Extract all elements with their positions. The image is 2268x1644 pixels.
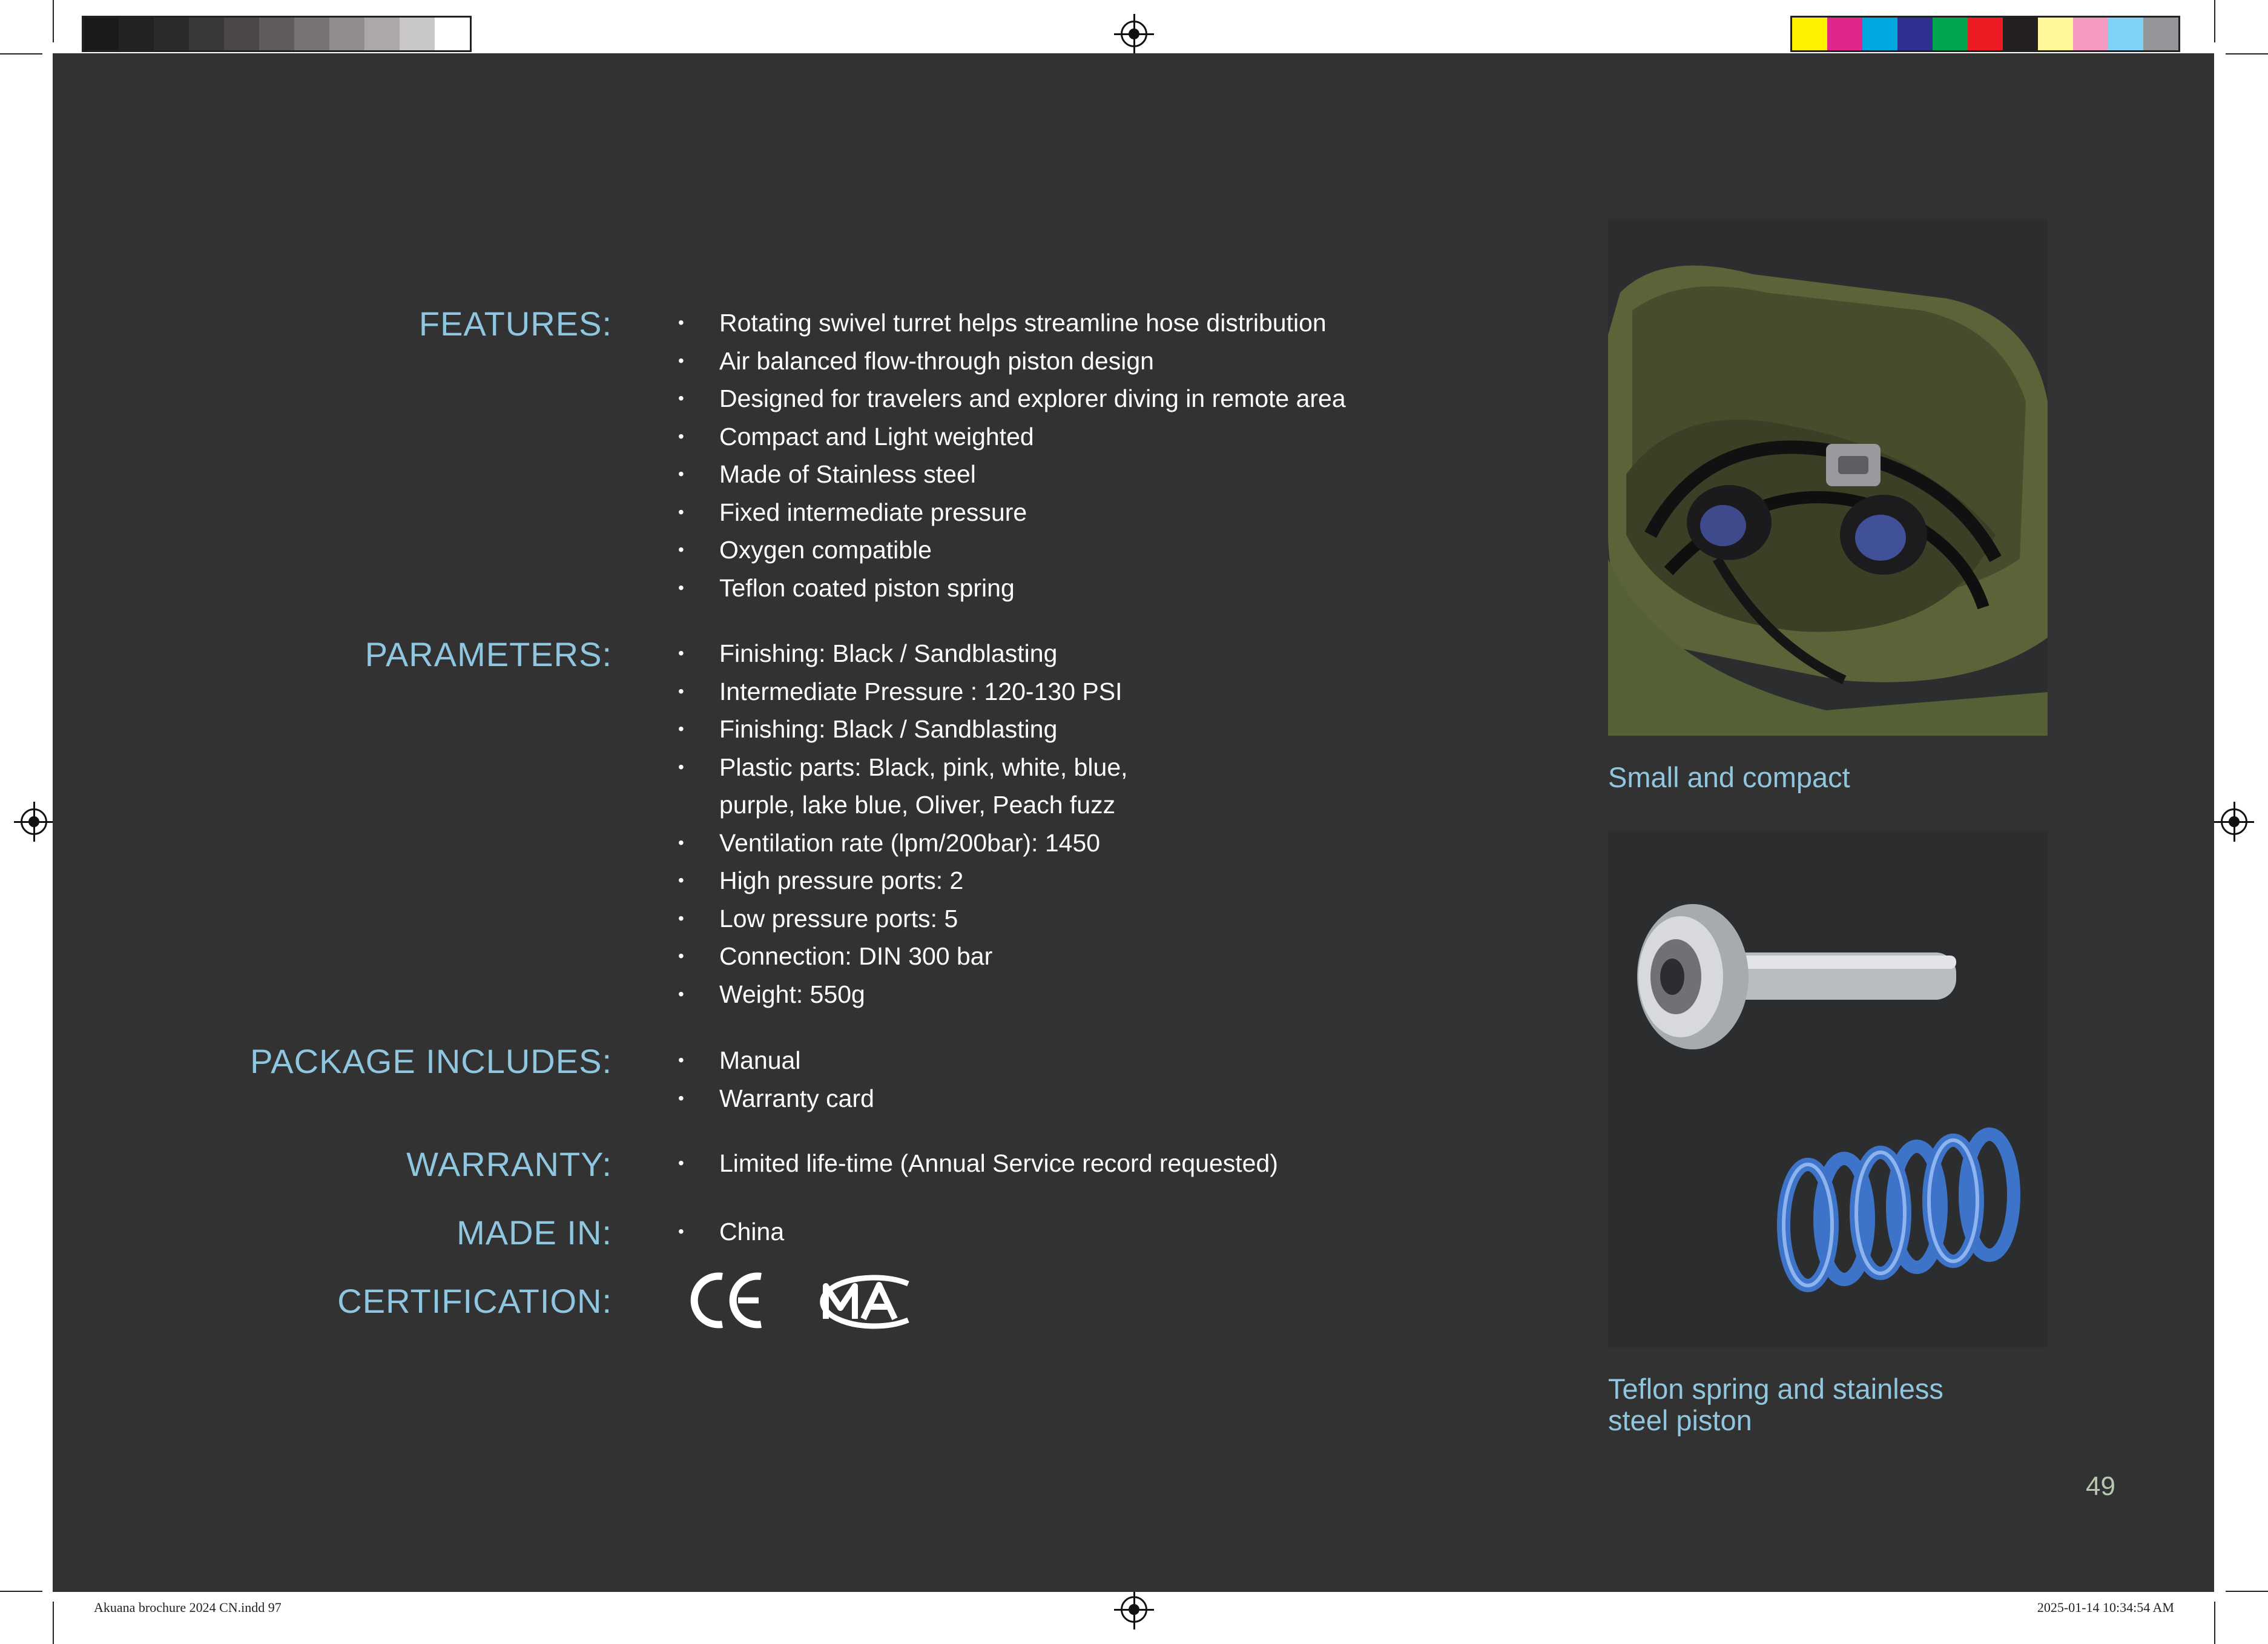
color-swatch (1792, 18, 1827, 50)
list-item: • Teflon coated piston spring (678, 569, 1346, 607)
photo-caption: Small and compact (1608, 761, 1850, 793)
list-item: • Fixed intermediate pressure (678, 494, 1346, 532)
package-list (678, 1042, 874, 1117)
color-swatch (2143, 18, 2178, 50)
crop-mark (53, 1602, 54, 1644)
list-item: • Oxygen compatible (678, 531, 1346, 569)
color-swatch (364, 18, 400, 50)
warranty-list (678, 1144, 1278, 1183)
certification-heading: CERTIFICATION: (337, 1282, 612, 1320)
registration-mark-icon (21, 808, 47, 835)
color-swatch (1827, 18, 1862, 50)
crop-mark (2226, 1591, 2268, 1592)
crop-mark (2226, 53, 2268, 54)
list-item: • High pressure ports: 2 (678, 862, 1128, 900)
color-swatch (2073, 18, 2108, 50)
list-item: • Made of Stainless steel (678, 455, 1346, 494)
list-item: • Intermediate Pressure : 120-130 PSI (678, 673, 1128, 711)
regulator-bag-photo (1608, 220, 2048, 736)
parameters-heading: PARAMETERS: (364, 635, 612, 673)
crop-mark (2214, 0, 2215, 42)
list-item (678, 748, 1128, 824)
color-swatch (1968, 18, 2003, 50)
crop-mark (0, 53, 42, 54)
registration-mark-icon (1121, 21, 1147, 47)
color-bar-right (1790, 16, 2180, 52)
list-item: • China (678, 1213, 784, 1251)
list-item: • Weight: 550g (678, 976, 1128, 1014)
photo-caption-line: steel piston (1608, 1404, 1752, 1436)
crop-mark (0, 1591, 42, 1592)
list-item: • Finishing: Black / Sandblasting (678, 710, 1128, 748)
parameters-list (678, 635, 1128, 1013)
color-swatch (154, 18, 189, 50)
list-item-line: purple, lake blue, Oliver, Peach fuzz (719, 791, 1116, 819)
color-swatch (329, 18, 364, 50)
color-swatch (400, 18, 435, 50)
color-swatch (2003, 18, 2038, 50)
made-in-list (678, 1213, 784, 1251)
list-item: • Finishing: Black / Sandblasting (678, 635, 1128, 673)
color-swatch (435, 18, 470, 50)
list-item: • Limited life-time (Annual Service record requested) (678, 1144, 1278, 1183)
list-item: • Connection: DIN 300 bar (678, 937, 1128, 976)
page-number: 49 (2086, 1471, 2115, 1501)
list-item: • Compact and Light weighted (678, 418, 1346, 456)
color-swatch (2038, 18, 2073, 50)
list-item: • Air balanced flow-through piston design (678, 342, 1346, 380)
color-swatch (294, 18, 329, 50)
features-heading: FEATURES: (418, 305, 612, 343)
list-item-line: Plastic parts: Black, pink, white, blue, (719, 753, 1128, 781)
color-swatch (1897, 18, 1933, 50)
color-swatch (189, 18, 224, 50)
list-item: • Designed for travelers and explorer diving in remote area (678, 380, 1346, 418)
registration-mark-icon (1121, 1596, 1147, 1623)
warranty-heading: WARRANTY: (406, 1145, 612, 1183)
features-list (678, 304, 1346, 607)
registration-mark-icon (2221, 808, 2247, 835)
made-in-heading: MADE IN: (457, 1213, 612, 1252)
photo-caption-line: Teflon spring and stainless (1608, 1373, 1943, 1405)
list-item: • Warranty card (678, 1080, 874, 1118)
color-swatch (259, 18, 294, 50)
list-item: • Manual (678, 1042, 874, 1080)
color-swatch (2108, 18, 2143, 50)
color-swatch (84, 18, 119, 50)
slug-timestamp: 2025-01-14 10:34:54 AM (2037, 1600, 2174, 1615)
cma-mark-icon (805, 1272, 917, 1332)
color-swatch (1933, 18, 1968, 50)
piston-spring-photo (1608, 831, 2048, 1347)
color-swatch (224, 18, 259, 50)
crop-mark (53, 0, 54, 42)
color-swatch (119, 18, 154, 50)
ce-mark-icon (687, 1272, 766, 1329)
list-item: • Ventilation rate (lpm/200bar): 1450 (678, 824, 1128, 862)
photo-caption (1608, 1373, 1943, 1436)
list-item: • Low pressure ports: 5 (678, 900, 1128, 938)
color-bar-left (82, 16, 472, 52)
package-heading: PACKAGE INCLUDES: (250, 1042, 612, 1080)
crop-mark (2214, 1602, 2215, 1644)
color-swatch (1862, 18, 1897, 50)
list-item: • Rotating swivel turret helps streamline hose distribution (678, 304, 1346, 342)
slug-file-name: Akuana brochure 2024 CN.indd 97 (94, 1600, 282, 1615)
